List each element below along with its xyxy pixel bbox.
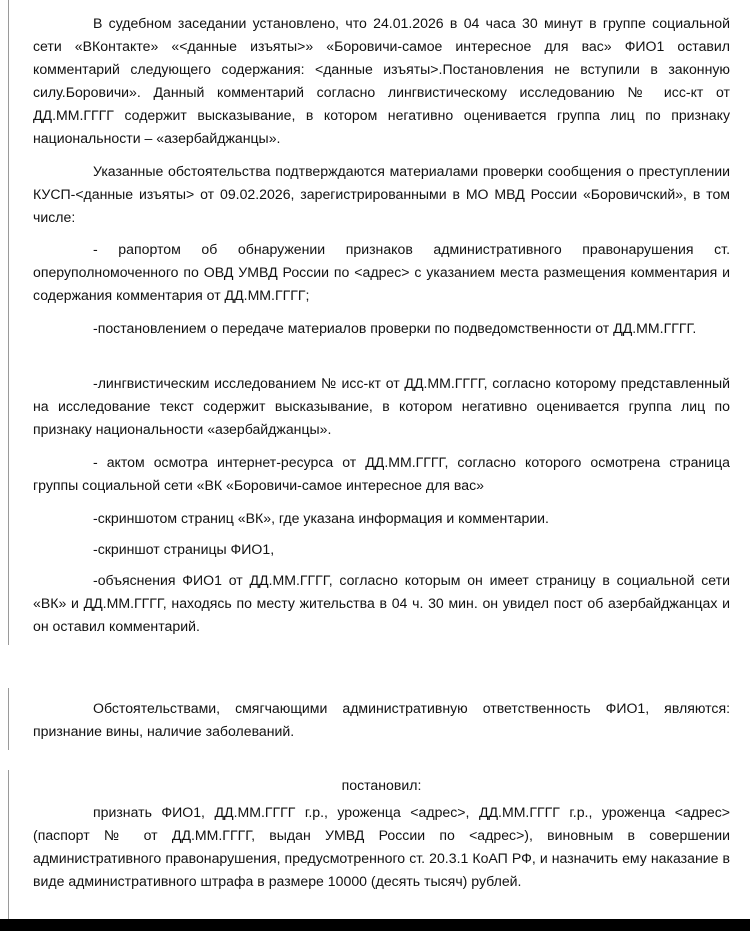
paragraph-evidence-intro: Указанные обстоятельства подтверждаются материалами проверки сообщения о преступлении КУСП-<данные изъяты> от 09.02.2026, зарегистрированными в МО МВД России «Боровичский», в том числе:: [33, 163, 730, 225]
paragraph-report: - рапортом об обнаружении признаков административного правонарушения ст. оперуполномоченного по ОВД УМВД России по <адрес> с указанием места размещения комментария и содержания комментария от ДД.ММ.ГГГГ;: [33, 241, 730, 303]
bottom-bar: [0, 919, 750, 931]
paragraph-established: В судебном заседании установлено, что 24.01.2026 в 04 часа 30 минут в группе социальной сети «ВКонтакте» «<данные изъяты>» «Боровичи-самое интересное для вас» ФИО1 оставил комментарий следующего содержания: <данные изъяты>.Постановления не вступили в законную силу.Боровичи». Данный комментарий согласно лингвистическому исследованию № исс-кт от ДД.ММ.ГГГГ содержит высказывание, в котором негативно оценивается группа лиц по признаку национальности – «азербайджанцы».: [33, 15, 730, 146]
paragraph-inspection-act: - актом осмотра интернет-ресурса от ДД.ММ.ГГГГ, согласно которого осмотрена страница группы социальной сети «ВК «Боровичи-самое интересное для вас»: [33, 454, 730, 493]
paragraph-screenshots: -скриншотом страниц «ВК», где указана информация и комментарии.: [93, 510, 549, 526]
paragraph-transfer-order: -постановлением о передаче материалов проверки по подведомственности от ДД.ММ.ГГГГ.: [93, 320, 697, 336]
paragraph-decision: признать ФИО1, ДД.ММ.ГГГГ г.р., уроженца <адрес>, ДД.ММ.ГГГГ г.р., уроженца <адрес> (паспорт № от ДД.ММ.ГГГГ, выдан УМВД России по <адрес>), виновным в совершении административного правонарушения, предусмотренного ст. 20.3.1 КоАП РФ, и назначить ему наказание в виде административного штрафа в размере 10000 (десять тысяч) рублей.: [33, 804, 730, 889]
paragraph-screenshot-page: -скриншот страницы ФИО1,: [93, 541, 275, 557]
document-page-section-2: [8, 688, 750, 750]
paragraph-explanations: -объяснения ФИО1 от ДД.ММ.ГГГГ, согласно которым он имеет страницу в социальной сети «ВК» и ДД.ММ.ГГГГ, находясь по месту жительства в 04 ч. 30 мин. он увидел пост об азербайджанцах и он оставил комментарий.: [33, 572, 730, 634]
document-page-section-1: [8, 0, 750, 645]
decision-heading: постановил:: [341, 777, 422, 793]
paragraph-linguistic-study: -лингвистическим исследованием № исс-кт от ДД.ММ.ГГГГ, согласно которому представленный на исследование текст содержит высказывание, в котором негативно оценивается группа лиц по признаку национальности «азербайджанцы».: [33, 375, 730, 437]
document-page-section-3: [8, 770, 750, 931]
paragraph-mitigating: Обстоятельствами, смягчающими административную ответственность ФИО1, являются: признание вины, наличие заболеваний.: [33, 700, 730, 739]
